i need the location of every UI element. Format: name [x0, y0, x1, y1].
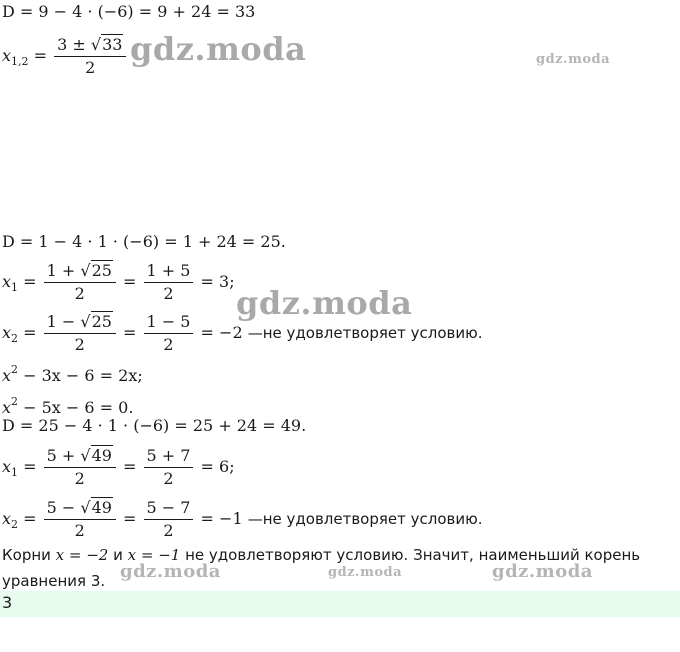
- equation-2: [2, 392, 133, 418]
- denominator: 2: [74, 469, 85, 488]
- numerator: 3 ± √33: [54, 36, 126, 57]
- denominator: 2: [163, 335, 174, 354]
- numerator: 5 + 7: [144, 447, 194, 468]
- root-x1: $x_1$ = $\frac{1 + √25}{2}$ = $\frac{1 + 5}{2}$ = 3;: [2, 261, 235, 303]
- watermark-logo: gdz.moda: [536, 52, 611, 67]
- num-text: 5 +: [46, 446, 81, 465]
- math-inline: x = −2: [55, 546, 109, 564]
- sqrt-radicand: 25: [91, 261, 112, 280]
- sqrt-radicand: 25: [91, 312, 112, 331]
- watermark-logo: gdz.moda: [120, 561, 221, 582]
- denominator: 2: [74, 284, 85, 303]
- var-x: x: [2, 366, 12, 385]
- discriminant-line-1: D = 9 − 4 · (−6) = 9 + 24 = 33: [2, 2, 256, 21]
- num-text: 3 ±: [57, 35, 91, 54]
- root-x2-b: $x_2$ = $\frac{5 - √49}{2}$ = $\frac{5 - 7}{2}$ = −1 —не удовлетворяет условию.: [2, 498, 483, 540]
- watermark-logo: gdz.moda: [328, 565, 403, 580]
- fraction: [144, 447, 194, 488]
- conclusion-line-2: уравнения 3.: [2, 572, 106, 590]
- fraction: [144, 262, 194, 303]
- root-x1-b: $x_1$ = $\frac{5 + √49}{2}$ = $\frac{5 + 7}{2}$ = 6;: [2, 446, 235, 488]
- numerator: 1 + √25: [44, 262, 116, 283]
- denominator: 2: [163, 284, 174, 303]
- note-text: —не удовлетворяет условию.: [247, 324, 483, 342]
- numerator: 1 + 5: [144, 262, 194, 283]
- numerator: 1 − √25: [44, 313, 116, 334]
- var-x: x: [2, 46, 12, 65]
- discriminant-line-3: D = 25 − 4 · 1 · (−6) = 25 + 24 = 49.: [2, 416, 307, 435]
- numerator: 1 − 5: [144, 313, 194, 334]
- var-x: x: [2, 323, 12, 342]
- equation-rest: − 3x − 6 = 2x;: [18, 366, 143, 385]
- var-x: x: [2, 457, 12, 476]
- num-text: 1 +: [46, 261, 81, 280]
- result: = −1: [200, 509, 243, 528]
- result: = 3;: [200, 272, 235, 291]
- sqrt-radicand: 49: [91, 498, 112, 517]
- denominator: 2: [163, 469, 174, 488]
- fraction: [44, 262, 116, 303]
- math-inline: x = −1: [127, 546, 181, 564]
- root-x2: $x_2$ = $\frac{1 - √25}{2}$ = $\frac{1 - 5}{2}$ = −2 —не удовлетворяет условию.: [2, 312, 483, 354]
- watermark-logo: gdz.moda: [236, 284, 413, 322]
- fraction: [144, 313, 194, 354]
- roots-formula-1: $x_{1,2}$ = $\frac{3 \pm √33}{2}$: [2, 36, 128, 77]
- num-text: 5 −: [46, 498, 81, 517]
- denominator: 2: [163, 521, 174, 540]
- denominator: 2: [85, 58, 96, 77]
- num-text: 1 −: [46, 312, 81, 331]
- result: = 6;: [200, 457, 235, 476]
- denominator: 2: [74, 521, 85, 540]
- superscript: 2: [11, 395, 19, 408]
- fraction: [144, 499, 194, 540]
- numerator: 5 + √49: [44, 447, 116, 468]
- var-x: x: [2, 272, 12, 291]
- subscript: 1,2: [11, 55, 29, 68]
- var-x: x: [2, 398, 12, 417]
- sqrt-radicand: 49: [91, 446, 112, 465]
- fraction: [54, 36, 126, 77]
- var-x: x: [2, 509, 12, 528]
- answer-bar: [0, 591, 680, 617]
- subscript: 2: [11, 332, 19, 345]
- numerator: 5 − 7: [144, 499, 194, 520]
- subscript: 1: [11, 466, 19, 479]
- note-text: —не удовлетворяет условию.: [247, 510, 483, 528]
- fraction: [44, 313, 116, 354]
- text: и: [108, 546, 128, 564]
- subscript: 1: [11, 281, 19, 294]
- watermark-logo: gdz.moda: [492, 561, 593, 582]
- numerator: 5 − √49: [44, 499, 116, 520]
- equation-1: [2, 360, 143, 386]
- denominator: 2: [74, 335, 85, 354]
- text: не удовлетворяют условию. Значит, наименьший корень: [180, 546, 641, 564]
- equation-rest: − 5x − 6 = 0.: [18, 398, 134, 417]
- fraction: [44, 499, 116, 540]
- answer-value: 3: [2, 593, 13, 612]
- watermark-logo: gdz.moda: [130, 30, 307, 68]
- subscript: 2: [11, 518, 19, 531]
- fraction: [44, 447, 116, 488]
- superscript: 2: [11, 363, 19, 376]
- sqrt-radicand: 33: [102, 35, 123, 54]
- text: Корни: [2, 546, 56, 564]
- discriminant-line-2: D = 1 − 4 · 1 · (−6) = 1 + 24 = 25.: [2, 232, 286, 251]
- result: = −2: [200, 323, 243, 342]
